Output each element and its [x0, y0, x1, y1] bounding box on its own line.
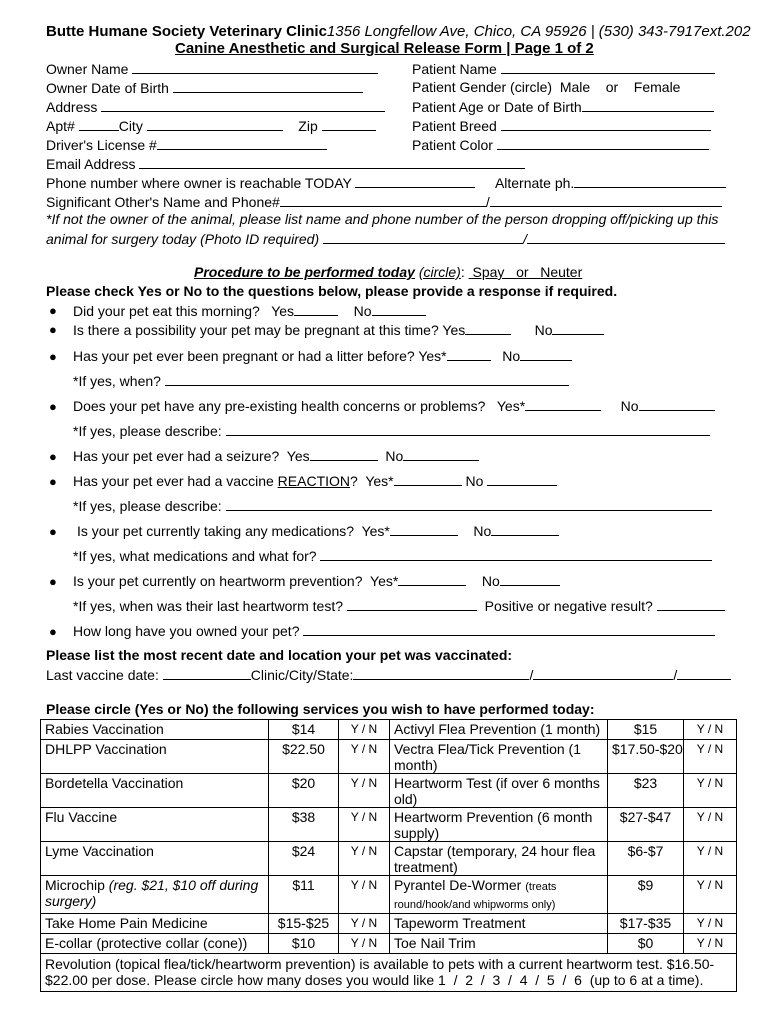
questions-instruction: Please check Yes or No to the questions below, please provide a response if required.: [46, 283, 618, 299]
yes-label: Yes*: [370, 573, 399, 589]
bullet-icon: ●: [49, 322, 57, 337]
services-row: [41, 720, 737, 740]
service-yn-toggle[interactable]: Y / N: [339, 774, 390, 808]
procedure-spay-option[interactable]: [469, 264, 583, 280]
significant-other-name-field[interactable]: [280, 193, 486, 207]
vaccine-city-field[interactable]: [533, 666, 673, 680]
question-heartworm-test: [73, 597, 725, 614]
owner-name-label: Owner Name: [46, 61, 129, 77]
service-name: Flu Vaccine: [41, 808, 269, 842]
yes-label: Yes: [271, 303, 295, 319]
q9-duration-field[interactable]: [303, 622, 715, 636]
significant-other-sep: /: [485, 194, 490, 210]
services-row: [41, 774, 737, 808]
clinic-contact: 1356 Longfellow Ave, Chico, CA 95926 | (530) 343-7917ext.202: [326, 23, 751, 40]
q4-describe-field[interactable]: [226, 422, 710, 436]
services-footer-row: [41, 954, 737, 992]
service-yn-toggle[interactable]: Y / N: [684, 740, 737, 774]
dropoff-name-field[interactable]: [323, 230, 523, 244]
vaccine-clinic-field[interactable]: [353, 666, 529, 680]
q4-yes-field[interactable]: [525, 397, 601, 411]
service-price: $15-$25: [269, 914, 339, 934]
q2-no-field[interactable]: [552, 321, 604, 335]
q3-no-field[interactable]: [520, 347, 572, 361]
owner-apt-row: [46, 117, 376, 134]
service-yn-toggle[interactable]: Y / N: [684, 842, 737, 876]
vaccine-sep: /: [529, 667, 534, 683]
services-heading: Please circle (Yes or No) the following services you wish to have performed today:: [46, 701, 595, 717]
patient-breed-label: Patient Breed: [412, 118, 497, 134]
bullet-icon: ●: [49, 399, 57, 414]
result-text: Positive or negative result?: [484, 598, 653, 614]
no-label: No: [620, 398, 639, 414]
alternate-phone-label: Alternate ph.: [494, 175, 575, 191]
vaccination-heading: Please list the most recent date and location your pet was vaccinated:: [46, 647, 513, 663]
question-vaccine-reaction: [73, 472, 557, 489]
yes-label: Yes*: [496, 398, 526, 414]
service-yn-toggle[interactable]: Y / N: [339, 740, 390, 774]
patient-name-field[interactable]: [501, 60, 715, 74]
question-seizure: [73, 447, 479, 464]
service-price: $9: [608, 876, 684, 914]
patient-breed-field[interactable]: [501, 117, 711, 131]
owner-email-row: [46, 155, 525, 172]
question-previous-litter: [73, 347, 572, 364]
services-row: [41, 740, 737, 774]
question-heartworm-prevention: [73, 572, 560, 589]
bullet-icon: ●: [49, 524, 57, 539]
q8-no-field[interactable]: [500, 572, 560, 586]
owner-apt-field[interactable]: [79, 117, 119, 131]
question-text: How long have you owned your pet?: [73, 623, 300, 639]
question-medications-what: [73, 547, 712, 564]
question-text: Does your pet have any pre-existing health concerns or problems?: [73, 398, 486, 414]
service-price: $6-$7: [608, 842, 684, 876]
procedure-row: [194, 264, 582, 280]
service-yn-toggle[interactable]: Y / N: [339, 720, 390, 740]
microchip-note: (reg. $21, $10 off during surgery): [45, 877, 259, 909]
owner-name-field[interactable]: [132, 60, 378, 74]
revolution-line2: $22.00 per dose. Please circle how many doses you would like 1 / 2 / 3 / 4 / 5 / 6 (up to 6 at a time).: [45, 972, 704, 988]
vaccine-date-label: Last vaccine date:: [46, 667, 159, 683]
bullet-icon: ●: [49, 574, 57, 589]
procedure-colon: :: [460, 264, 465, 280]
service-price: $10: [269, 934, 339, 954]
followup-text: *If yes, when was their last heartworm test?: [73, 598, 343, 614]
service-price: $17.50-$20: [608, 740, 684, 774]
service-price: $24: [269, 842, 339, 876]
service-name: Take Home Pain Medicine: [41, 914, 269, 934]
no-label: No: [481, 573, 500, 589]
service-price: $23: [608, 774, 684, 808]
followup-text: *If yes, what medications and what for?: [73, 548, 317, 564]
patient-gender-row: [412, 79, 680, 95]
significant-other-phone-field[interactable]: [490, 193, 722, 207]
dewormer-note: (treats round/hook/and whipworms only): [394, 881, 557, 911]
followup-text: *If yes, please describe:: [73, 498, 222, 514]
question-text: Has your pet ever had a vaccine: [73, 473, 274, 489]
service-price: $22.50: [269, 740, 339, 774]
not-owner-note-line1: *If not the owner of the animal, please list name and phone number of the person dropping off/picking up this: [46, 211, 719, 227]
owner-zip-field[interactable]: [322, 117, 376, 131]
bullet-icon: ●: [49, 349, 57, 364]
neuter-text: Neuter: [540, 264, 583, 280]
bullet-icon: ●: [49, 303, 57, 318]
service-yn-toggle[interactable]: Y / N: [684, 774, 737, 808]
clinic-name: Butte Humane Society Veterinary Clinic: [46, 23, 327, 40]
patient-color-label: Patient Color: [412, 137, 493, 153]
q4-no-field[interactable]: [639, 397, 715, 411]
procedure-or: or: [516, 264, 529, 280]
yes-label: Yes*: [365, 473, 394, 489]
vaccine-date-field[interactable]: [163, 666, 251, 680]
no-label: No: [534, 322, 553, 338]
not-owner-note-row: [46, 230, 725, 247]
q6-no-field[interactable]: [487, 472, 557, 486]
gender-male-option[interactable]: Male: [559, 79, 591, 95]
service-name: Lyme Vaccination: [41, 842, 269, 876]
question-pregnant-now: [73, 321, 604, 338]
owner-license-row: [46, 136, 327, 153]
question-health-describe: [73, 422, 710, 439]
q2-yes-field[interactable]: [465, 321, 511, 335]
service-yn-toggle[interactable]: Y / N: [684, 934, 737, 954]
service-name: Vectra Flea/Tick Prevention (1 month): [390, 740, 608, 774]
services-row: [41, 914, 737, 934]
service-name: DHLPP Vaccination: [41, 740, 269, 774]
service-yn-toggle[interactable]: Y / N: [339, 934, 390, 954]
patient-gender-label: Patient Gender (circle): [412, 79, 553, 95]
patient-name-row: [412, 60, 715, 77]
service-name: Bordetella Vaccination: [41, 774, 269, 808]
q1-yes-field[interactable]: [294, 302, 338, 316]
q8-test-date-field[interactable]: [347, 597, 477, 611]
owner-zip-label: Zip: [298, 118, 318, 134]
question-text: Has your pet ever had a seizure?: [73, 448, 280, 464]
revolution-line1: Revolution (topical flea/tick/heartworm prevention) is available to pets with a current heartworm test. $16.50-: [45, 956, 715, 972]
patient-color-field[interactable]: [497, 136, 709, 150]
service-name: [41, 876, 269, 914]
owner-phone-label: Phone number where owner is reachable TODAY: [46, 175, 352, 191]
significant-other-row: [46, 193, 722, 210]
q6-yes-field[interactable]: [394, 472, 462, 486]
q8-result-field[interactable]: [657, 597, 725, 611]
q5-yes-field[interactable]: [310, 447, 378, 461]
service-price: $0: [608, 934, 684, 954]
service-name: Capstar (temporary, 24 hour flea treatment): [390, 842, 608, 876]
service-yn-toggle[interactable]: Y / N: [339, 808, 390, 842]
patient-name-label: Patient Name: [412, 61, 497, 77]
followup-text: *If yes, when?: [73, 373, 161, 389]
question-mark: ?: [350, 473, 358, 489]
q1-no-field[interactable]: [372, 302, 426, 316]
service-name: Heartworm Prevention (6 month supply): [390, 808, 608, 842]
owner-email-field[interactable]: [139, 155, 525, 169]
no-label: No: [502, 348, 521, 364]
microchip-label: Microchip: [45, 877, 109, 893]
yes-label: Yes*: [361, 523, 390, 539]
service-name: Rabies Vaccination: [41, 720, 269, 740]
patient-age-field[interactable]: [582, 98, 714, 112]
service-name: Toe Nail Trim: [390, 934, 608, 954]
service-price: $38: [269, 808, 339, 842]
bullet-icon: ●: [49, 474, 57, 489]
question-owned-duration: [73, 622, 715, 639]
service-price: $15: [608, 720, 684, 740]
patient-age-label: Patient Age or Date of Birth: [412, 99, 582, 115]
no-label: No: [353, 303, 372, 319]
services-row: [41, 842, 737, 876]
gender-female-option[interactable]: Female: [633, 79, 681, 95]
owner-email-label: Email Address: [46, 156, 136, 172]
service-yn-toggle[interactable]: Y / N: [684, 914, 737, 934]
no-label: No: [385, 448, 404, 464]
services-row: [41, 876, 737, 914]
clinic-header: [46, 23, 751, 40]
service-yn-toggle[interactable]: Y / N: [684, 808, 737, 842]
yes-label: Yes: [442, 322, 466, 338]
service-price: $14: [269, 720, 339, 740]
service-price: $27-$47: [608, 808, 684, 842]
procedure-circle: (circle): [418, 264, 461, 280]
followup-text: *If yes, please describe:: [73, 423, 222, 439]
service-yn-toggle[interactable]: Y / N: [339, 876, 390, 914]
owner-city-field[interactable]: [147, 117, 283, 131]
question-text: Has your pet ever been pregnant or had a litter before?: [73, 348, 415, 364]
no-label: No: [473, 523, 492, 539]
owner-license-label: Driver's License #: [46, 137, 157, 153]
question-text: Is there a possibility your pet may be pregnant at this time?: [73, 322, 439, 338]
patient-age-row: [412, 98, 714, 115]
service-price: $20: [269, 774, 339, 808]
question-litter-when: [73, 372, 569, 389]
procedure-label: Procedure to be performed today: [194, 264, 415, 280]
question-text: Is your pet currently taking any medications?: [77, 523, 355, 539]
question-ate-this-morning: [73, 302, 426, 319]
owner-dob-row: [46, 79, 363, 96]
q7-no-field[interactable]: [491, 522, 559, 536]
revolution-note: [41, 954, 737, 992]
service-yn-toggle[interactable]: Y / N: [339, 914, 390, 934]
service-yn-toggle[interactable]: Y / N: [684, 720, 737, 740]
yes-label: Yes*: [418, 348, 447, 364]
owner-address-row: [46, 98, 385, 115]
patient-breed-row: [412, 117, 711, 134]
service-name: Heartworm Test (if over 6 months old): [390, 774, 608, 808]
vaccination-row: [46, 666, 731, 683]
patient-color-row: [412, 136, 709, 153]
owner-dob-label: Owner Date of Birth: [46, 80, 169, 96]
q3-yes-field[interactable]: [447, 347, 491, 361]
not-owner-note-line2: animal for surgery today (Photo ID required): [46, 231, 320, 247]
dropoff-phone-field[interactable]: [527, 230, 725, 244]
owner-license-field[interactable]: [157, 136, 327, 150]
service-price: $17-$35: [608, 914, 684, 934]
form-title: Canine Anesthetic and Surgical Release Form | Page 1 of 2: [175, 40, 594, 57]
service-price: $11: [269, 876, 339, 914]
reaction-text: REACTION: [277, 473, 351, 489]
dropoff-sep: /: [523, 231, 527, 247]
vaccine-state-field[interactable]: [677, 666, 731, 680]
service-name: Tapeworm Treatment: [390, 914, 608, 934]
service-name: [390, 876, 608, 914]
service-yn-toggle[interactable]: Y / N: [684, 876, 737, 914]
bullet-icon: ●: [49, 624, 57, 639]
q3-when-field[interactable]: [165, 372, 569, 386]
question-reaction-describe: [73, 497, 712, 514]
vaccine-sep: /: [673, 667, 678, 683]
q7-yes-field[interactable]: [390, 522, 458, 536]
gender-or: or: [605, 79, 619, 95]
q5-no-field[interactable]: [403, 447, 479, 461]
service-yn-toggle[interactable]: Y / N: [339, 842, 390, 876]
question-text: Is your pet currently on heartworm prevention?: [73, 573, 363, 589]
owner-apt-label: Apt#: [46, 118, 75, 134]
service-name: E-collar (protective collar (cone)): [41, 934, 269, 954]
owner-phone-field[interactable]: [355, 174, 475, 188]
q7-what-field[interactable]: [320, 547, 712, 561]
yes-label: Yes: [286, 448, 310, 464]
significant-other-label: Significant Other's Name and Phone#: [46, 194, 280, 210]
question-health-concerns: [73, 397, 715, 414]
services-table: [40, 719, 737, 992]
owner-name-row: [46, 60, 378, 77]
owner-dob-field[interactable]: [173, 79, 363, 93]
question-medications: [77, 522, 559, 539]
services-row: [41, 808, 737, 842]
q6-describe-field[interactable]: [226, 497, 712, 511]
dewormer-label: Pyrantel De-Wormer: [394, 877, 526, 893]
owner-address-field[interactable]: [101, 98, 385, 112]
no-label: No: [465, 473, 484, 489]
service-name: Activyl Flea Prevention (1 month): [390, 720, 608, 740]
vaccine-location-label: Clinic/City/State:: [250, 667, 354, 683]
owner-phone-row: [46, 174, 726, 191]
spay-text: Spay: [472, 264, 505, 280]
alternate-phone-field[interactable]: [574, 174, 726, 188]
bullet-icon: ●: [49, 449, 57, 464]
owner-address-label: Address: [46, 99, 98, 115]
question-text: Did your pet eat this morning?: [73, 303, 260, 319]
services-row: [41, 934, 737, 954]
q8-yes-field[interactable]: [398, 572, 466, 586]
owner-city-label: City: [118, 118, 143, 134]
